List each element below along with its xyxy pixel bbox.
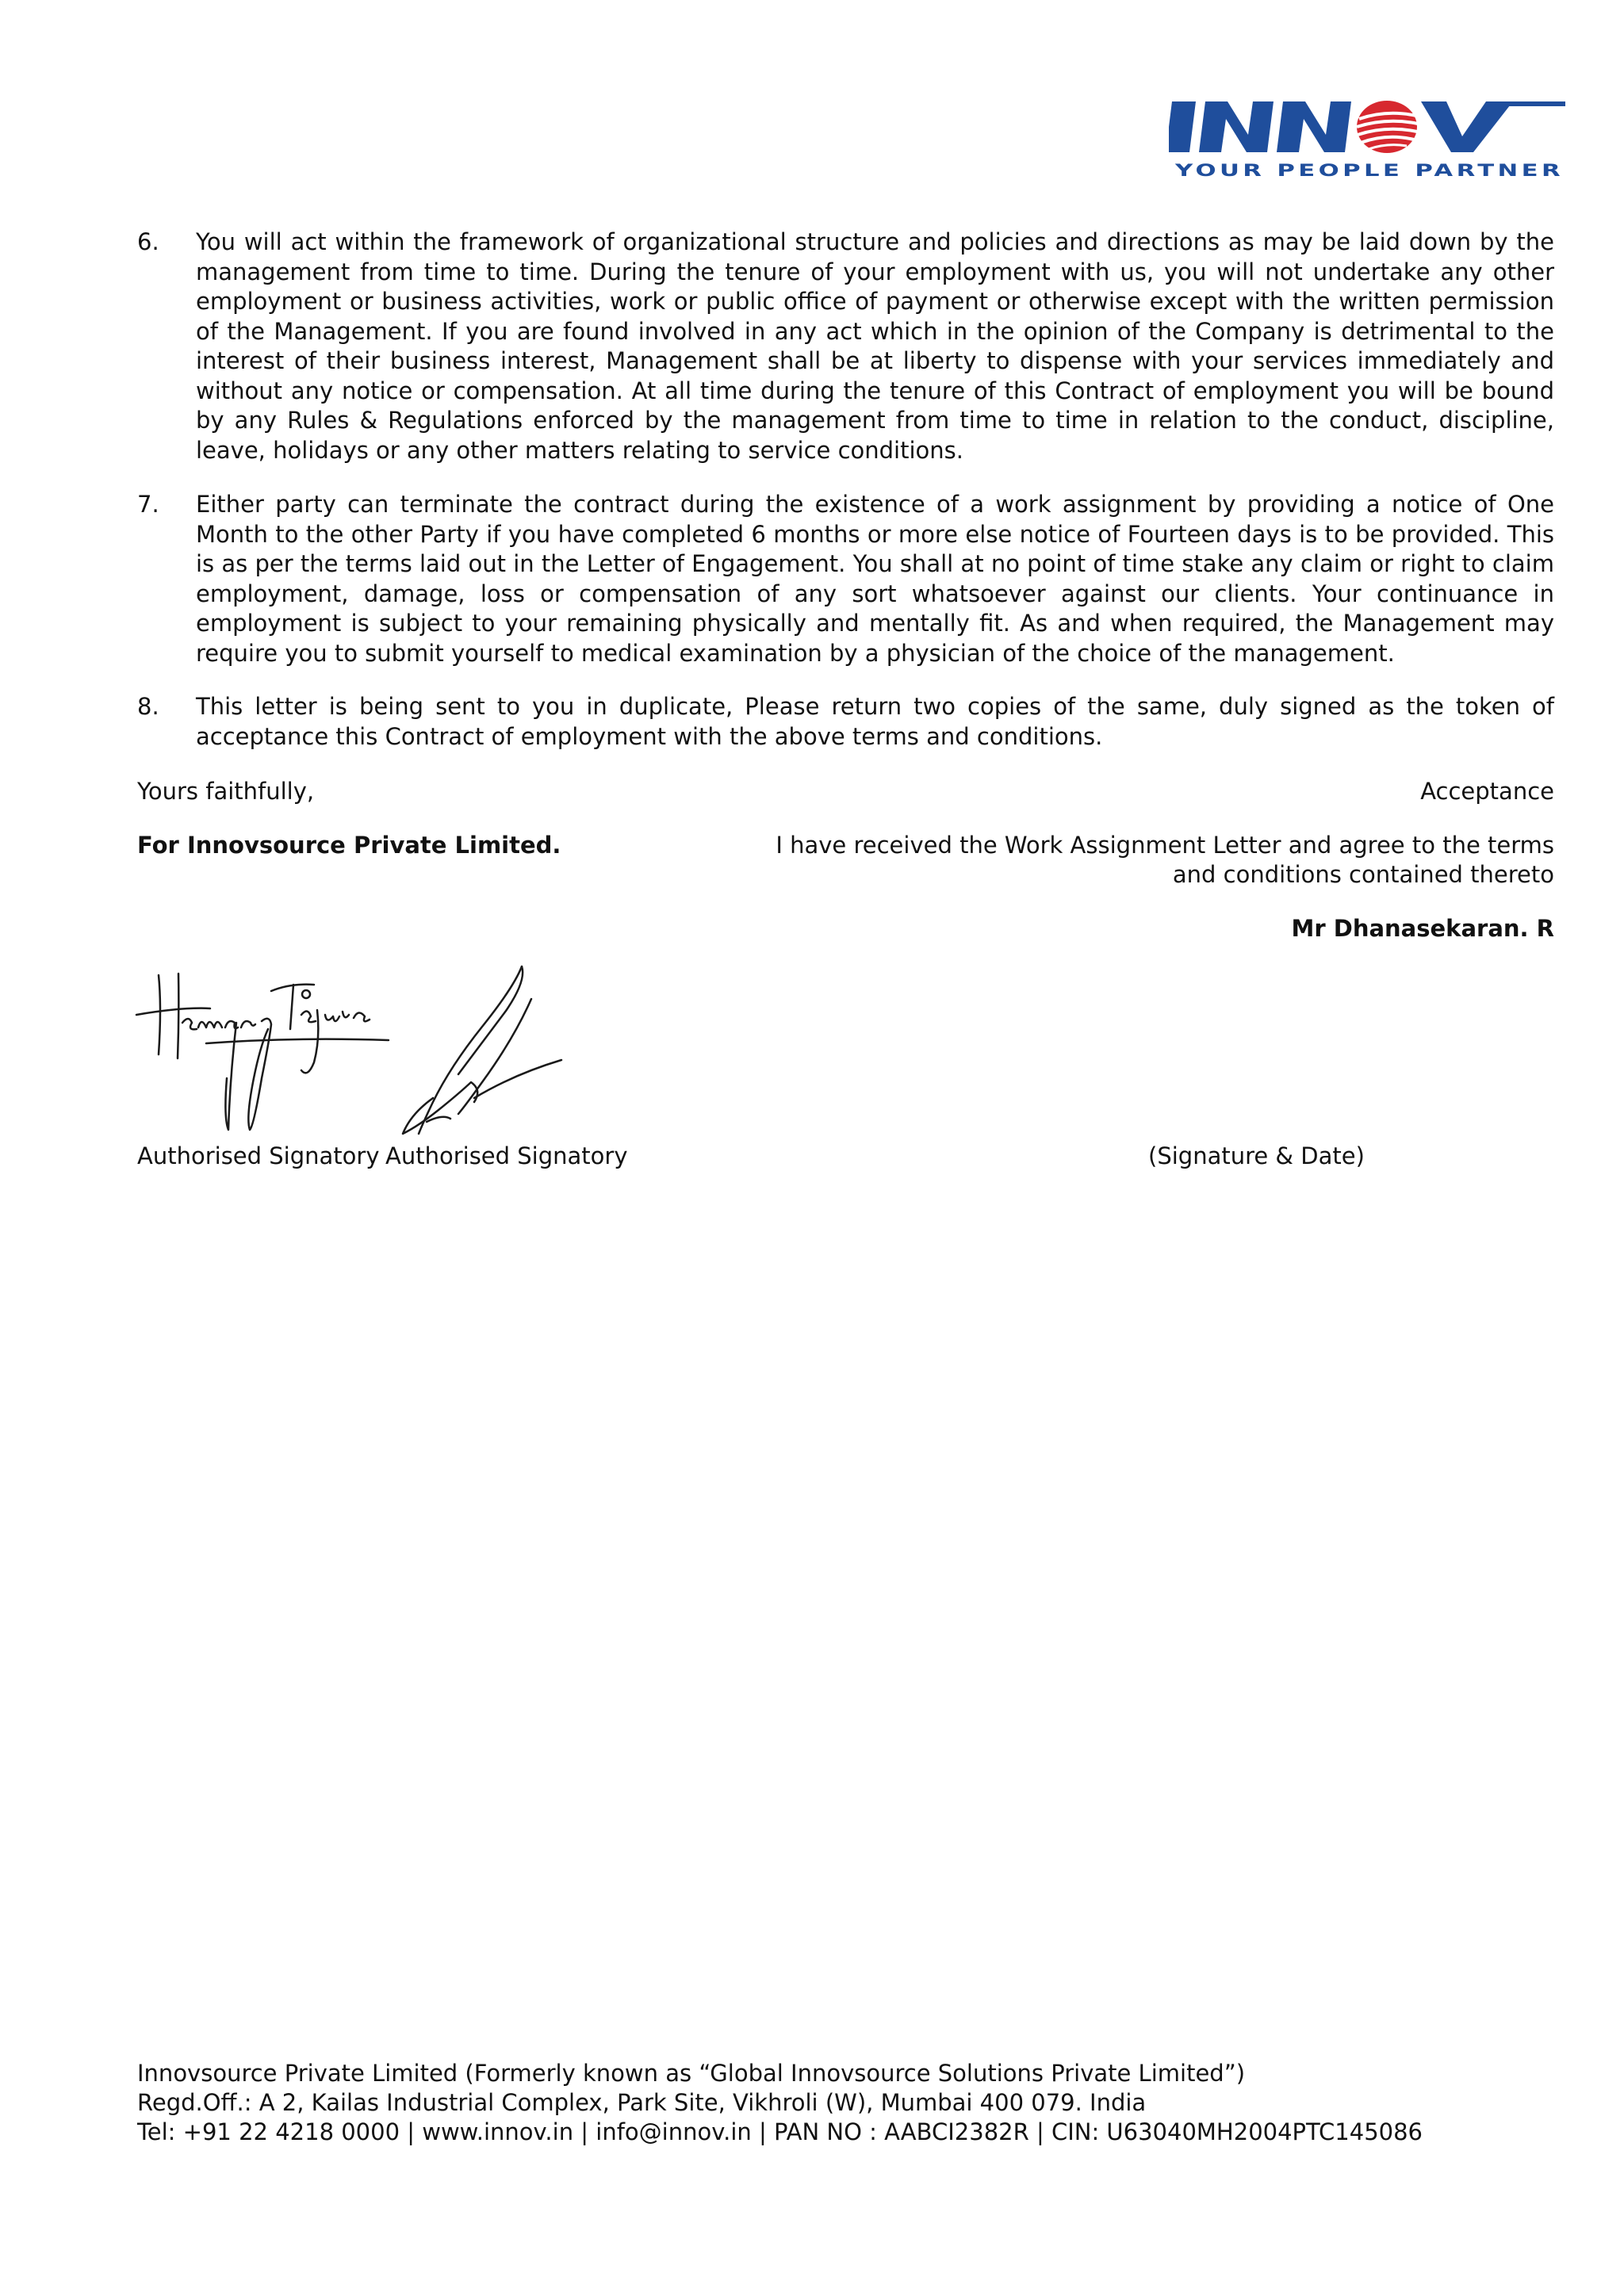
clause-8 (137, 692, 1554, 752)
clause-6 (137, 228, 1554, 465)
acceptance-heading: Acceptance (1420, 778, 1554, 805)
clause-number: 7. (137, 491, 159, 518)
authorised-signatory-label: Authorised Signatory (137, 1142, 380, 1169)
signature-2 (395, 963, 569, 1146)
clause-text: You will act within the framework of organizational structure and policies and directions as may be laid down by the management from time to time. During the tenure of your employment with us, you will not undertake any other employment or business activities, work or public office of payment or otherwise except with the written permission of the Management. If you are found involved in any act which in the opinion of the Company is detrimental to the interest of their business interest, Management shall be at liberty to dispense with your services immediately and without any notice or compensation. At all time during the tenure of this Contract of employment you will be bound by any Rules & Regulations enforced by the management from time to time in relation to the conduct, discipline, leave, holidays or any other matters relating to service conditions. (196, 228, 1554, 464)
footer-address: Regd.Off.: A 2, Kailas Industrial Complex, Park Site, Vikhroli (W), Mumbai 400 079. India (137, 2089, 1147, 2116)
clause-text: This letter is being sent to you in duplicate, Please return two copies of the same, duly signed as the token of acceptance this Contract of employment with the above terms and conditions. (196, 693, 1554, 750)
employee-name: Mr Dhanasekaran. R (1291, 915, 1554, 942)
clause-number: 8. (137, 693, 159, 720)
acceptance-line-2: and conditions contained thereto (1172, 861, 1554, 888)
footer-company: Innovsource Private Limited (Formerly known as “Global Innovsource Solutions Private Limited”) (137, 2060, 1246, 2087)
signature-1 (135, 959, 400, 1138)
clause-text: Either party can terminate the contract during the existence of a work assignment by providing a notice of One Month to the other Party if you have completed 6 months or more else notice of Fourteen days is to be provided. This is as per the terms laid out in the Letter of Engagement. You shall at no point of time stake any claim or right to claim employment, damage, loss or compensation of any sort whatsoever against our clients. Your continuance in employment is subject to your remaining physically and mentally fit. As and when required, the Management may require you to submit yourself to medical examination by a physician of the choice of the management. (196, 491, 1554, 667)
logo-tagline: YOUR PEOPLE PARTNER (1174, 161, 1564, 180)
company-name: For Innovsource Private Limited. (137, 832, 561, 859)
signature-date-label: (Signature & Date) (1148, 1142, 1365, 1169)
clause-number: 6. (137, 228, 159, 255)
authorised-signatory-label: Authorised Signatory (385, 1142, 628, 1169)
footer-contact: Tel: +91 22 4218 0000 | www.innov.in | info@innov.in | PAN NO : AABCI2382R | CIN: U63040MH2004PTC145086 (137, 2118, 1423, 2145)
acceptance-line-1: I have received the Work Assignment Letter and agree to the terms (776, 832, 1554, 859)
innov-logo (1169, 98, 1570, 181)
salutation: Yours faithfully, (137, 778, 315, 805)
clause-7 (137, 490, 1554, 668)
